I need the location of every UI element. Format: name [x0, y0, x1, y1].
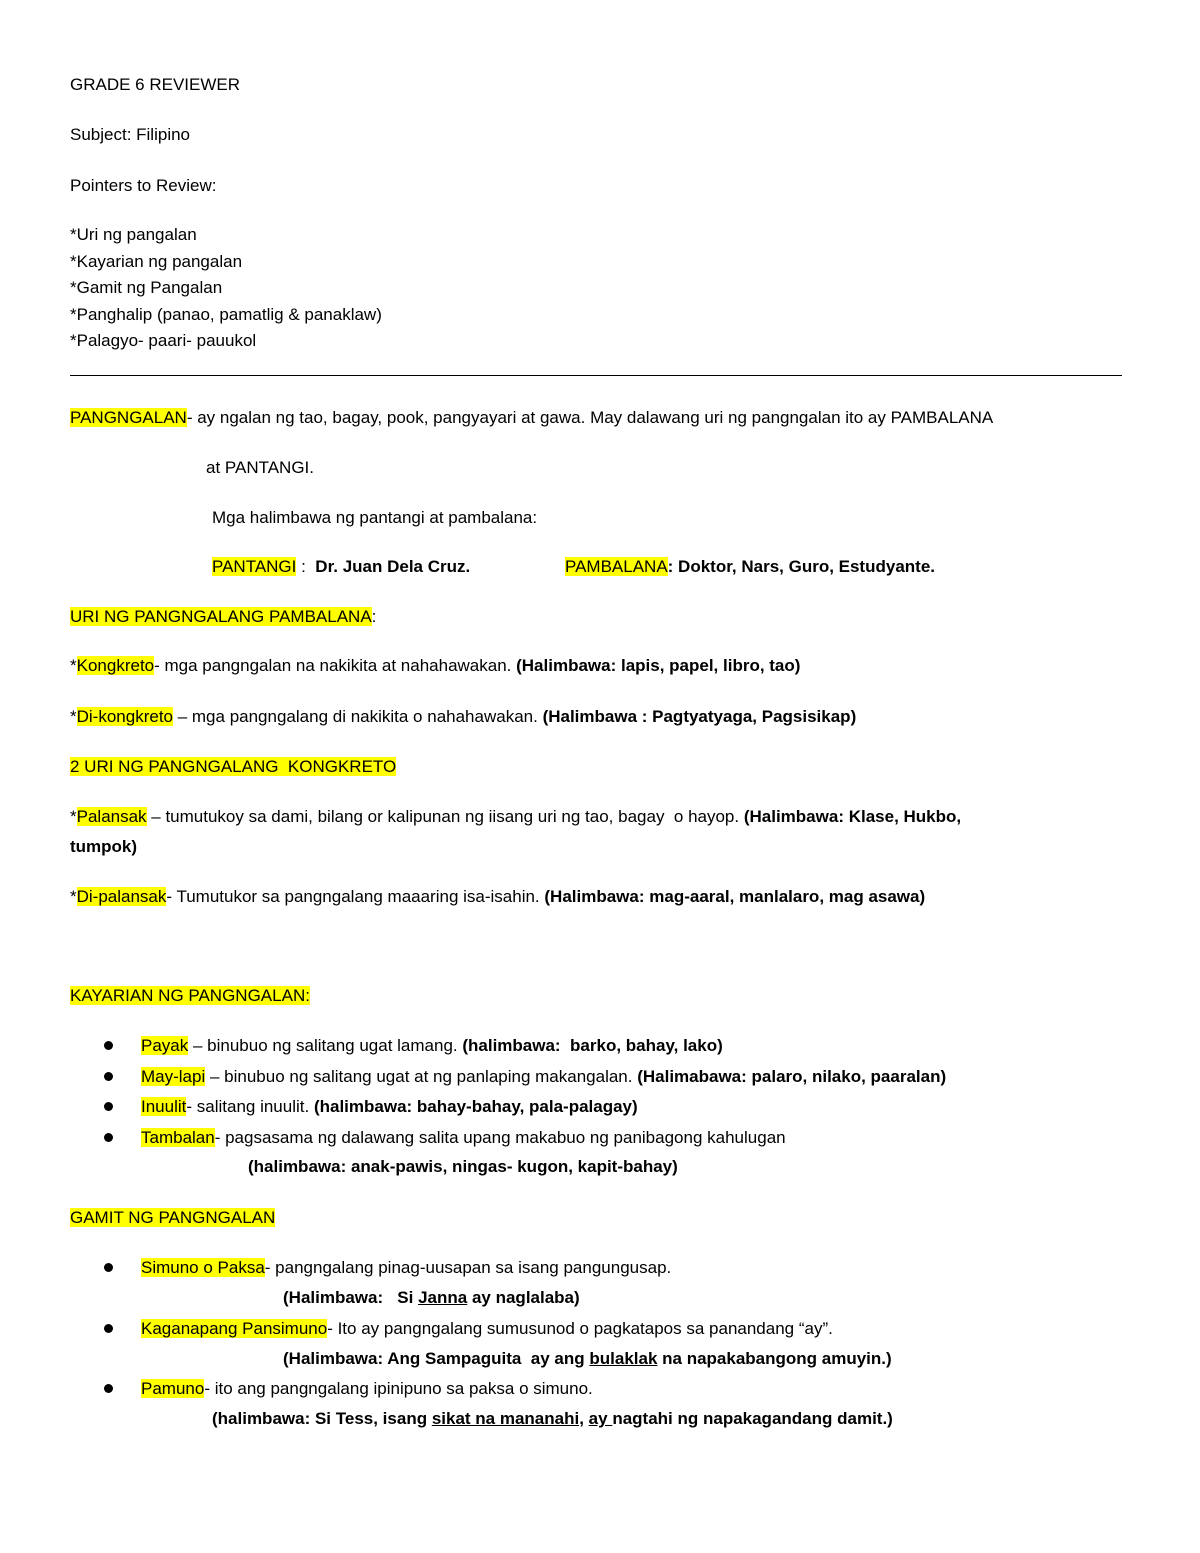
uri-pambalana-heading-colon: :: [371, 607, 377, 626]
kongkreto-def: - mga pangngalan na nakikita at nahahawakan.: [154, 656, 517, 675]
gamit-heading: [70, 1207, 275, 1229]
pantangi-example-line: [212, 556, 470, 578]
kaganapan-def: - Ito ay pangngalang sumusunod o pagkatapos sa panandang “ay”.: [327, 1319, 833, 1338]
kayarian-heading: [70, 985, 310, 1007]
di-kongkreto-term: Di-kongkreto: [76, 707, 173, 726]
uri-kongkreto-heading-text: 2 URI NG PANGNGALANG KONGKRETO: [70, 757, 397, 776]
pantangi-label: PANTANGI: [212, 557, 297, 576]
uri-kongkreto-heading: [70, 756, 396, 778]
palansak-item: [70, 806, 961, 828]
di-kongkreto-example: (Halimbawa : Pagtyatyaga, Pagsisikap): [542, 707, 857, 726]
kaganapan-example-after: na napakabangong amuyin.): [657, 1349, 892, 1368]
pamuno-example: [212, 1408, 893, 1430]
bullet-icon: [104, 1133, 113, 1142]
examples-intro: Mga halimbawa ng pantangi at pambalana:: [212, 508, 538, 527]
palansak-example-continuation: tumpok): [70, 837, 138, 856]
pangngalan-def-continuation: at PANTANGI.: [206, 458, 315, 477]
gamit-item-pamuno: [141, 1378, 593, 1400]
palansak-def: – tumutukoy sa dami, bilang or kalipunan ng iisang uri ng tao, bagay o hayop.: [146, 807, 744, 826]
pangngalan-def-text: - ay ngalan ng tao, bagay, pook, pangyayari at gawa. May dalawang uri ng pangngalan ito ay PAMBALANA: [186, 408, 994, 427]
asterisk: *: [70, 887, 77, 906]
may-lapi-def: – binubuo ng salitang ugat at ng panlaping makangalan.: [205, 1067, 638, 1086]
subject-line: Subject: Filipino: [70, 125, 191, 144]
may-lapi-example: (Halimabawa: palaro, nilako, paaralan): [637, 1067, 947, 1086]
pointer-item: *Kayarian ng pangalan: [70, 252, 243, 271]
simuno-term: Simuno o Paksa: [141, 1258, 265, 1277]
asterisk: *: [70, 807, 77, 826]
gamit-heading-text: GAMIT NG PANGNGALAN: [70, 1208, 276, 1227]
gamit-item-kaganapan: [141, 1318, 833, 1340]
kayarian-item-inuulit: [141, 1096, 638, 1118]
kayarian-item-tambalan: [141, 1127, 786, 1149]
pamuno-def: - ito ang pangngalang ipinipuno sa paksa o simuno.: [204, 1379, 593, 1398]
pambalana-example-line: [565, 556, 935, 578]
kaganapan-example-before: (Halimbawa: Ang Sampaguita ay ang: [283, 1349, 590, 1368]
di-palansak-item: [70, 886, 925, 908]
inuulit-example: (halimbawa: bahay-bahay, pala-palagay): [313, 1097, 638, 1116]
pointer-item: *Uri ng pangalan: [70, 225, 197, 244]
bullet-icon: [104, 1384, 113, 1393]
kaganapan-example-underlined: bulaklak: [589, 1349, 658, 1368]
tambalan-term: Tambalan: [141, 1128, 215, 1147]
pointer-item: *Gamit ng Pangalan: [70, 278, 223, 297]
kayarian-heading-text: KAYARIAN NG PANGNGALAN:: [70, 986, 310, 1005]
uri-pambalana-heading: [70, 606, 376, 628]
tambalan-def: - pagsasama ng dalawang salita upang makabuo ng panibagong kahulugan: [214, 1128, 786, 1147]
may-lapi-term: May-lapi: [141, 1067, 206, 1086]
pambalana-example: : Doktor, Nars, Guro, Estudyante.: [667, 557, 935, 576]
asterisk: *: [70, 707, 77, 726]
kayarian-item-payak: [141, 1035, 723, 1057]
bullet-icon: [104, 1102, 113, 1111]
di-kongkreto-item: [70, 706, 856, 728]
horizontal-divider: [70, 375, 1122, 376]
pangngalan-term: PANGNGALAN: [70, 408, 187, 427]
bullet-icon: [104, 1072, 113, 1081]
pointers-label: Pointers to Review:: [70, 176, 217, 195]
kayarian-item-may-lapi: [141, 1066, 946, 1088]
di-kongkreto-def: – mga pangngalang di nakikita o nahahawakan.: [173, 707, 543, 726]
pointer-item: *Palagyo- paari- pauukol: [70, 331, 257, 350]
payak-term: Payak: [141, 1036, 189, 1055]
bullet-icon: [104, 1324, 113, 1333]
pamuno-term: Pamuno: [141, 1379, 205, 1398]
pangngalan-definition: [70, 407, 993, 429]
simuno-example-after: ay naglalaba): [467, 1288, 580, 1307]
pamuno-example-before: (halimbawa: Si Tess, isang: [212, 1409, 432, 1428]
payak-def: – binubuo ng salitang ugat lamang.: [188, 1036, 463, 1055]
kaganapan-example: [283, 1348, 892, 1370]
inuulit-term: Inuulit: [141, 1097, 187, 1116]
simuno-example-underlined: Janna: [418, 1288, 468, 1307]
simuno-example-before: (Halimbawa: Si: [283, 1288, 419, 1307]
gamit-item-simuno: [141, 1257, 671, 1279]
palansak-example: (Halimbawa: Klase, Hukbo,: [743, 807, 962, 826]
document-title: GRADE 6 REVIEWER: [70, 75, 241, 94]
bullet-icon: [104, 1263, 113, 1272]
pantangi-separator: :: [296, 557, 316, 576]
pamuno-example-underlined-2: ay: [588, 1409, 613, 1428]
simuno-def: - pangngalang pinag-uusapan sa isang pangungusap.: [264, 1258, 672, 1277]
simuno-example: [283, 1287, 580, 1309]
di-palansak-def: - Tumutukor sa pangngalang maaaring isa-isahin.: [166, 887, 545, 906]
di-palansak-term: Di-palansak: [76, 887, 167, 906]
inuulit-def: - salitang inuulit.: [186, 1097, 314, 1116]
uri-pambalana-heading-text: URI NG PANGNGALANG PAMBALANA: [70, 607, 372, 626]
payak-example: (halimbawa: barko, bahay, lako): [462, 1036, 723, 1055]
pantangi-example: Dr. Juan Dela Cruz.: [315, 557, 471, 576]
pointer-item: *Panghalip (panao, pamatlig & panaklaw): [70, 305, 382, 324]
kongkreto-item: [70, 655, 800, 677]
tambalan-example: (halimbawa: anak-pawis, ningas- kugon, kapit-bahay): [248, 1157, 678, 1176]
pamuno-example-after: nagtahi ng napakagandang damit.): [612, 1409, 893, 1428]
pambalana-label: PAMBALANA: [565, 557, 668, 576]
di-palansak-example: (Halimbawa: mag-aaral, manlalaro, mag asawa): [544, 887, 926, 906]
asterisk: *: [70, 656, 77, 675]
bullet-icon: [104, 1041, 113, 1050]
kaganapan-term: Kaganapang Pansimuno: [141, 1319, 328, 1338]
kongkreto-term: Kongkreto: [76, 656, 155, 675]
palansak-term: Palansak: [76, 807, 147, 826]
kongkreto-example: (Halimbawa: lapis, papel, libro, tao): [516, 656, 801, 675]
pamuno-example-underlined: sikat na mananahi,: [431, 1409, 584, 1428]
